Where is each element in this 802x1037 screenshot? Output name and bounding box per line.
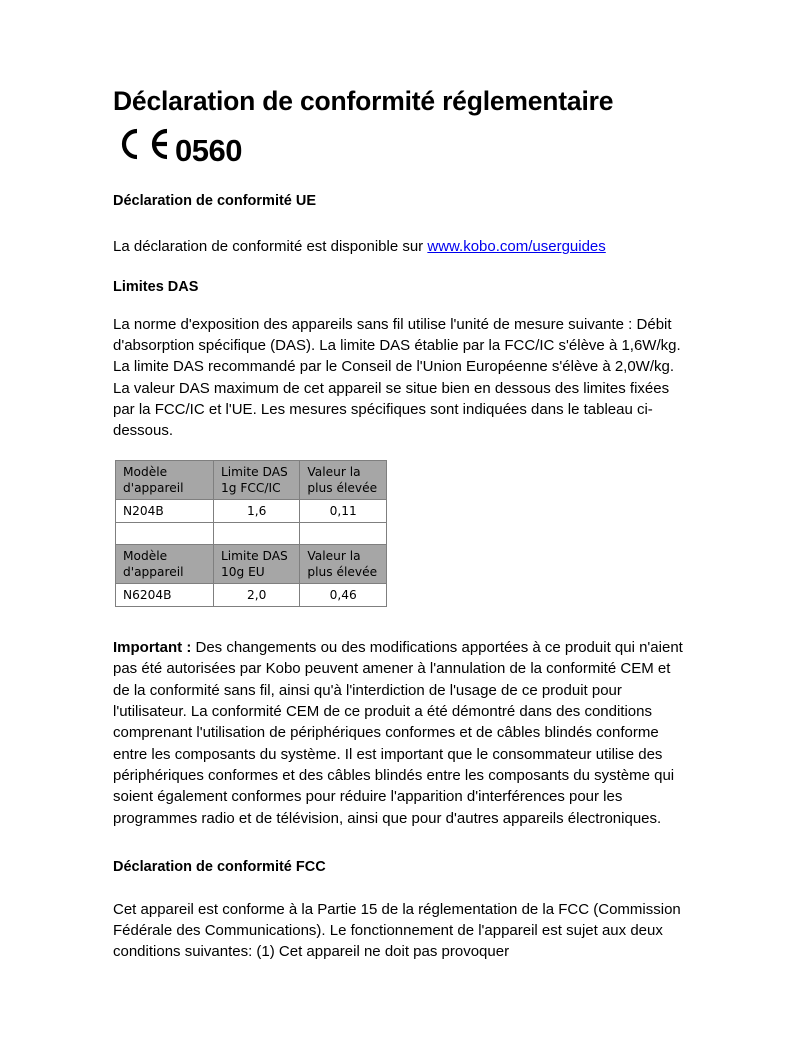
important-notice [113,637,685,829]
sar-limits-paragraph: La norme d'exposition des appareils sans fil utilise l'unité de mesure suivante : Débit d'absorption spécifique (DAS). La limite DAS établie par la FCC/IC s'élève à 1,6W/kg. La limite DAS recommandé par le Conseil de l'Union Européenne s'élève à 2,0W/kg. La valeur DAS maximum de cet appareil se situe bien en dessous des limites fixées par la FCC/IC et l'UE. Les mesures spécifiques sont indiquées dans le tableau ci-dessous. [113,315,681,440]
header-line-1: Valeur la [307,548,361,563]
cell-model: N204B [116,499,214,522]
header-cell-highest-fcc [300,460,387,499]
heading-sar-limits: Limites DAS [113,278,199,295]
header-line-2: d'appareil [123,480,184,495]
table-row [116,499,387,522]
fcc-declaration-paragraph: Cet appareil est conforme à la Partie 15 de la réglementation de la FCC (Commission Fédérale des Communications). Le fonctionnement de l'appareil est sujet aux deux conditions suivantes: (1) Cet appareil ne doit pas provoquer [113,900,681,961]
eu-declaration-availability [113,236,683,257]
header-line-1: Valeur la [307,464,361,479]
page-title: Déclaration de conformité réglementaire [113,86,614,116]
cell-limit: 1,6 [213,499,299,522]
table-row [116,584,387,607]
ce-mark-icon [113,127,171,165]
ce-conformity-mark [113,127,690,169]
table-header-row-eu [116,544,387,583]
table-spacer-row [116,522,387,544]
userguides-link[interactable]: www.kobo.com/userguides [427,238,606,256]
heading-fcc-declaration: Déclaration de conformité FCC [113,858,326,875]
header-line-2: 1g FCC/IC [220,480,281,495]
table-header-row-fcc [116,460,387,499]
important-body-text: Des changements ou des modifications apportées à ce produit qui n'aient pas été autorisées par Kobo peuvent amener à l'annulation de la conformité CEM et de la conformité sans fil, ainsi qu'à l'interdiction de l'usage de ce produit pour l'utilisateur. La conformité CEM de ce produit a été démontré dans des conditions comprenant l'utilisation de périphériques conformes et de câbles blindés conforme entre les composants du système. Il est important que le consommateur utilise des périphériques conformes et des câbles blindés entre les composants du système qui soient également conformes pour réduire l'apparition d'interférences pour les programmes radio et de télévision, ainsi que pour d'autres appareils électroniques. [113,639,683,827]
ce-notified-body-number: 0560 [175,133,242,169]
header-line-2: plus élevée [307,480,378,495]
header-cell-limit-eu [213,544,299,583]
header-line-2: plus élevée [307,564,378,579]
sar-values-table [115,460,387,608]
header-line-1: Modèle [123,548,168,563]
heading-eu-declaration: Déclaration de conformité UE [113,193,317,210]
header-line-1: Limite DAS [220,548,288,563]
header-line-2: 10g EU [220,564,265,579]
header-cell-model-fcc [116,460,214,499]
important-label: Important : [113,639,192,657]
header-cell-limit-fcc [213,460,299,499]
cell-highest-value: 0,46 [300,584,387,607]
header-cell-model-eu [116,544,214,583]
spacer-cell-1 [116,522,214,544]
header-line-2: d'appareil [123,564,184,579]
header-line-1: Modèle [123,464,168,479]
spacer-cell-2 [213,522,299,544]
header-line-1: Limite DAS [220,464,288,479]
header-cell-highest-eu [300,544,387,583]
cell-highest-value: 0,11 [300,499,387,522]
eu-declaration-intro-text: La déclaration de conformité est disponible sur [113,238,428,256]
cell-limit: 2,0 [213,584,299,607]
cell-model: N6204B [116,584,214,607]
spacer-cell-3 [300,522,387,544]
